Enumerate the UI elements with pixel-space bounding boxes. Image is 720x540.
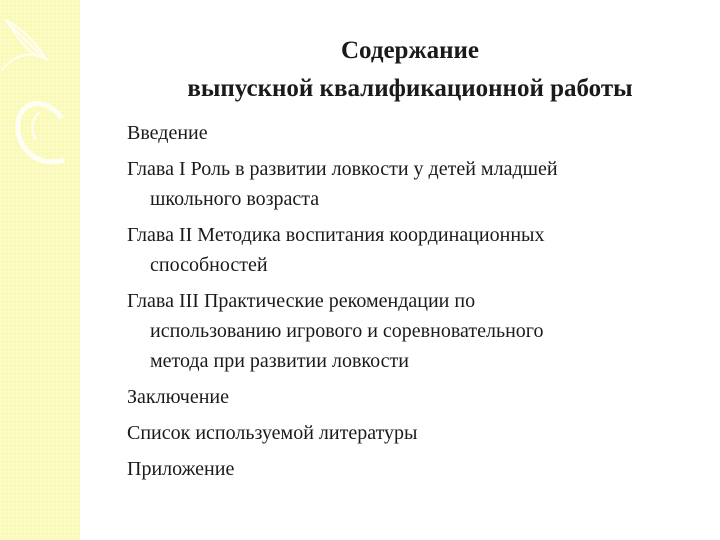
toc-item-conclusion [127, 382, 687, 412]
leaf-ornament-icon [0, 0, 80, 540]
toc-item-text: Заключение [127, 386, 229, 408]
toc-item-chapter-2 [127, 220, 687, 280]
toc-item-bibliography [127, 418, 687, 448]
page-title: Содержание [340, 37, 479, 64]
toc-item-text: Глава II Методика воспитания координационных [127, 224, 545, 246]
toc-item-chapter-1 [127, 154, 687, 214]
toc-item-text: Список используемой литературы [127, 422, 418, 444]
toc-item-continuation: метода при развитии ловкости [150, 350, 409, 372]
toc-item-continuation: школьного возраста [150, 188, 320, 210]
toc-item-text: Глава III Практические рекомендации по [127, 290, 476, 312]
decorative-side-band [0, 0, 80, 540]
toc-item-text: Приложение [127, 458, 235, 480]
table-of-contents [127, 118, 687, 490]
page-subtitle: выпускной квалификационной работы [187, 75, 633, 102]
toc-item-continuation: использованию игрового и соревновательного [150, 320, 544, 342]
toc-item-introduction [127, 118, 687, 148]
toc-item-text: Глава I Роль в развитии ловкости у детей младшей [127, 158, 558, 180]
toc-item-continuation: способностей [150, 254, 268, 276]
toc-item-appendix [127, 454, 687, 484]
toc-item-text: Введение [127, 122, 208, 144]
toc-item-chapter-3 [127, 286, 687, 376]
